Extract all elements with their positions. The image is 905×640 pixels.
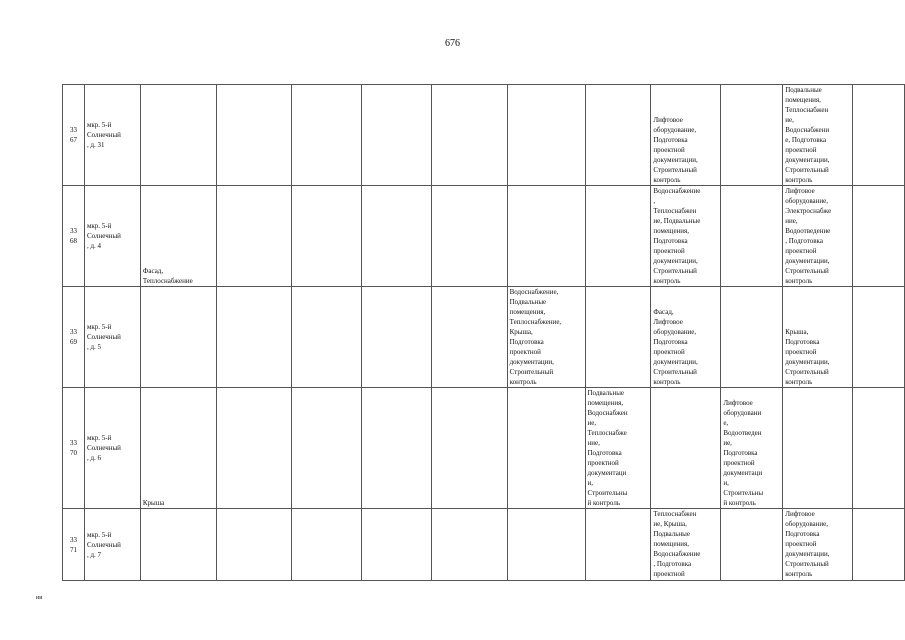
empty-cell xyxy=(292,85,362,186)
work-cell xyxy=(721,509,783,581)
work-cell xyxy=(507,388,585,509)
empty-cell xyxy=(853,287,905,388)
work-cell xyxy=(783,388,853,509)
empty-cell xyxy=(362,287,432,388)
work-cell: Лифтовое оборудование, Подготовка проектной документации, Строительный контроль xyxy=(651,85,721,186)
work-cell xyxy=(585,85,651,186)
empty-cell xyxy=(362,85,432,186)
empty-cell xyxy=(216,186,292,287)
work-cell xyxy=(140,509,216,581)
row-number-cell: 33 69 xyxy=(63,287,85,388)
empty-cell xyxy=(362,186,432,287)
empty-cell xyxy=(216,509,292,581)
work-cell xyxy=(507,85,585,186)
table-row xyxy=(63,388,905,509)
work-cell: Лифтовое оборудовани е, Водоотведен ие, Подготовка проектной документаци и, Строительны й контроль xyxy=(721,388,783,509)
work-cell: Подвальные помещения, Теплоснабжен ие, Водоснабжени е, Подготовка проектной документации, Строительный контроль xyxy=(783,85,853,186)
works-table xyxy=(62,84,905,581)
address-cell: мкр. 5-й Солнечный , д. 4 xyxy=(84,186,140,287)
work-cell: Теплоснабжен ие, Крыша, Подвальные помещения, Водоснабжение , Подготовка проектной xyxy=(651,509,721,581)
address-cell: мкр. 5-й Солнечный , д. 6 xyxy=(84,388,140,509)
work-cell: Фасад, Лифтовое оборудование, Подготовка проектной документации, Строительный контроль xyxy=(651,287,721,388)
footer-text: ии xyxy=(36,595,43,601)
work-cell: Лифтовое оборудование, Электроснабже ние, Водоотведение , Подготовка проектной документации, Строительный контроль xyxy=(783,186,853,287)
work-cell xyxy=(507,509,585,581)
empty-cell xyxy=(431,509,507,581)
empty-cell xyxy=(431,287,507,388)
address-cell: мкр. 5-й Солнечный , д. 7 xyxy=(84,509,140,581)
work-cell xyxy=(721,287,783,388)
empty-cell xyxy=(431,85,507,186)
empty-cell xyxy=(216,388,292,509)
empty-cell xyxy=(431,388,507,509)
work-cell xyxy=(651,388,721,509)
row-number-cell: 33 70 xyxy=(63,388,85,509)
empty-cell xyxy=(292,186,362,287)
empty-cell xyxy=(362,509,432,581)
empty-cell xyxy=(216,85,292,186)
work-cell xyxy=(585,287,651,388)
empty-cell xyxy=(292,509,362,581)
empty-cell xyxy=(853,388,905,509)
work-cell xyxy=(721,186,783,287)
work-cell: Крыша, Подготовка проектной документации, Строительный контроль xyxy=(783,287,853,388)
work-cell: Водоснабжение, Подвальные помещения, Теплоснабжение, Крыша, Подготовка проектной документации, Строительный контроль xyxy=(507,287,585,388)
empty-cell xyxy=(292,388,362,509)
address-cell: мкр. 5-й Солнечный , д. 31 xyxy=(84,85,140,186)
work-cell xyxy=(585,186,651,287)
work-cell: Подвальные помещения, Водоснабжен ие, Теплоснабже ние, Подготовка проектной документаци и, Строительны й контроль xyxy=(585,388,651,509)
work-cell xyxy=(721,85,783,186)
work-cell xyxy=(585,509,651,581)
work-cell: Крыша xyxy=(140,388,216,509)
table-row xyxy=(63,287,905,388)
empty-cell xyxy=(216,287,292,388)
row-number-cell: 33 68 xyxy=(63,186,85,287)
empty-cell xyxy=(292,287,362,388)
work-cell: Водоснабжение , Теплоснабжен ие, Подвальные помещения, Подготовка проектной документации, Строительный контроль xyxy=(651,186,721,287)
empty-cell xyxy=(853,186,905,287)
work-cell xyxy=(140,287,216,388)
work-cell: Лифтовое оборудование, Подготовка проектной документации, Строительный контроль xyxy=(783,509,853,581)
row-number-cell: 33 67 xyxy=(63,85,85,186)
row-number-cell: 33 71 xyxy=(63,509,85,581)
empty-cell xyxy=(853,85,905,186)
table-row xyxy=(63,186,905,287)
work-cell xyxy=(140,85,216,186)
address-cell: мкр. 5-й Солнечный , д. 5 xyxy=(84,287,140,388)
work-cell xyxy=(507,186,585,287)
empty-cell xyxy=(362,388,432,509)
work-cell: Фасад, Теплоснабжение xyxy=(140,186,216,287)
table-row xyxy=(63,85,905,186)
empty-cell xyxy=(431,186,507,287)
page-number: 676 xyxy=(445,38,460,49)
empty-cell xyxy=(853,509,905,581)
table-row xyxy=(63,509,905,581)
